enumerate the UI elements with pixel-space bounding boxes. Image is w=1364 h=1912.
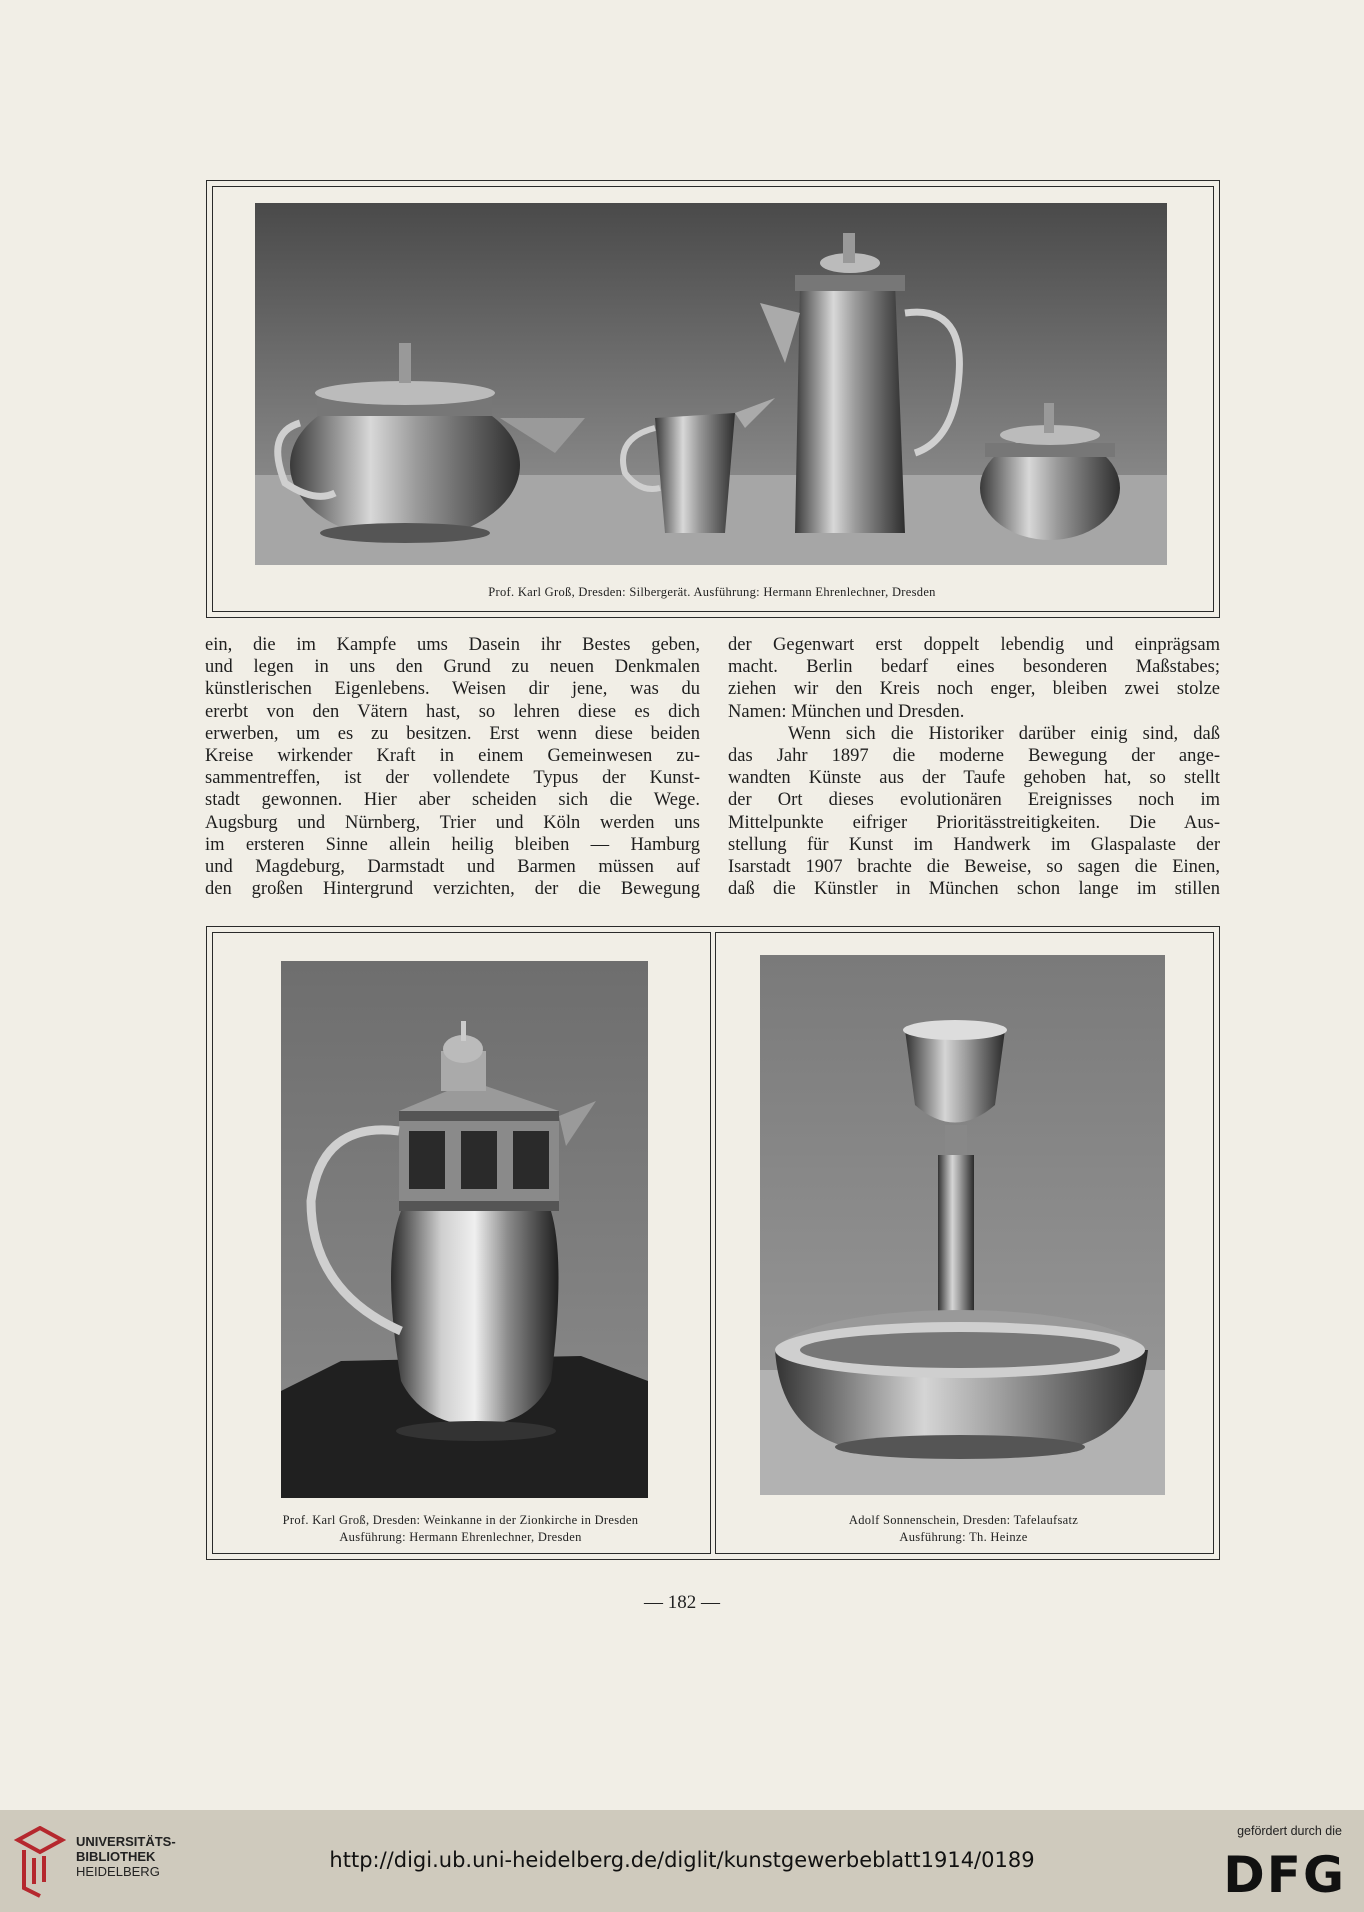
text-line: stadt gewonnen. Hier aber scheiden sich die Wege.	[205, 790, 700, 811]
bottom-left-caption	[212, 1512, 709, 1546]
library-name-line2: BIBLIOTHEK	[76, 1849, 156, 1864]
dfg-logo: DFG	[1223, 1846, 1346, 1904]
text-line: und Magdeburg, Darmstadt und Barmen müssen auf	[205, 857, 700, 878]
page-number: — 182 —	[644, 1592, 720, 1613]
permalink-url[interactable]: http://digi.ub.uni-heidelberg.de/diglit/kunstgewerbeblatt1914/0189	[329, 1848, 1035, 1872]
text-line: macht. Berlin bedarf eines besonderen Maßstabes;	[728, 657, 1220, 678]
text-line: und legen in uns den Grund zu neuen Denkmalen	[205, 657, 700, 678]
library-name-line3: HEIDELBERG	[76, 1864, 160, 1879]
wine-jug-photo	[281, 961, 648, 1498]
text-line: Mittelpunkte eifriger Prioritässtreitigkeiten. Die Aus-	[728, 812, 1220, 833]
text-line: der Ort dieses evolutionären Ereignisses noch im	[728, 790, 1220, 811]
library-name-line1: UNIVERSITÄTS-	[76, 1834, 176, 1849]
funding-label: gefördert durch die	[1237, 1824, 1342, 1838]
bottom-left-caption-line2: Ausführung: Hermann Ehrenlechner, Dresden	[339, 1530, 582, 1544]
text-line: Isarstadt 1907 brachte die Beweise, so sagen die Einen,	[728, 857, 1220, 878]
text-line: das Jahr 1897 die moderne Bewegung der ange-	[728, 746, 1220, 767]
text-line: daß die Künstler in München schon lange im stillen	[728, 879, 1220, 900]
top-figure-caption: Prof. Karl Groß, Dresden: Silbergerät. Ausführung: Hermann Ehrenlechner, Dresden	[488, 585, 936, 599]
text-line: Namen: München und Dresden.	[728, 701, 965, 722]
bottom-right-caption-line1: Adolf Sonnenschein, Dresden: Tafelaufsatz	[848, 1513, 1079, 1527]
text-line: Augsburg und Nürnberg, Trier und Köln werden uns	[205, 812, 700, 833]
text-line: erwerben, um es zu besitzen. Erst wenn diese beiden	[205, 723, 700, 744]
bottom-right-caption	[715, 1512, 1212, 1546]
silverware-photo	[255, 203, 1167, 565]
centerpiece-photo	[760, 955, 1165, 1495]
text-line: ererbt von den Vätern hast, so lehren diese es dich	[205, 701, 700, 722]
text-line: Kreise wirkender Kraft in einem Gemeinwesen zu-	[205, 746, 700, 767]
bottom-left-caption-line1: Prof. Karl Groß, Dresden: Weinkanne in der Zionkirche in Dresden	[282, 1513, 639, 1527]
text-line: ein, die im Kampfe ums Dasein ihr Bestes geben,	[205, 635, 700, 655]
text-line: sammentreffen, ist der vollendete Typus der Kunst-	[205, 768, 700, 789]
bottom-right-caption-line2: Ausführung: Th. Heinze	[899, 1530, 1028, 1544]
text-line: künstlerischen Eigenlebens. Weisen dir jene, was du	[205, 679, 700, 700]
text-line: Wenn sich die Historiker darüber einig sind, daß	[788, 723, 1220, 744]
text-line: ziehen wir den Kreis noch enger, bleiben zwei stolze	[728, 679, 1220, 700]
text-line: der Gegenwart erst doppelt lebendig und einprägsam	[728, 635, 1220, 655]
left-text-column	[205, 634, 700, 900]
digitization-footer	[0, 1810, 1364, 1912]
text-line: wandten Künste aus der Taufe gehoben hat, so stellt	[728, 768, 1220, 789]
text-line: stellung für Kunst im Handwerk im Glaspalaste der	[728, 834, 1220, 855]
text-line: im ersteren Sinne allein heilig bleiben — Hamburg	[205, 834, 700, 855]
right-text-column	[728, 634, 1220, 900]
text-line: den großen Hintergrund verzichten, der die Bewegung	[205, 879, 700, 900]
